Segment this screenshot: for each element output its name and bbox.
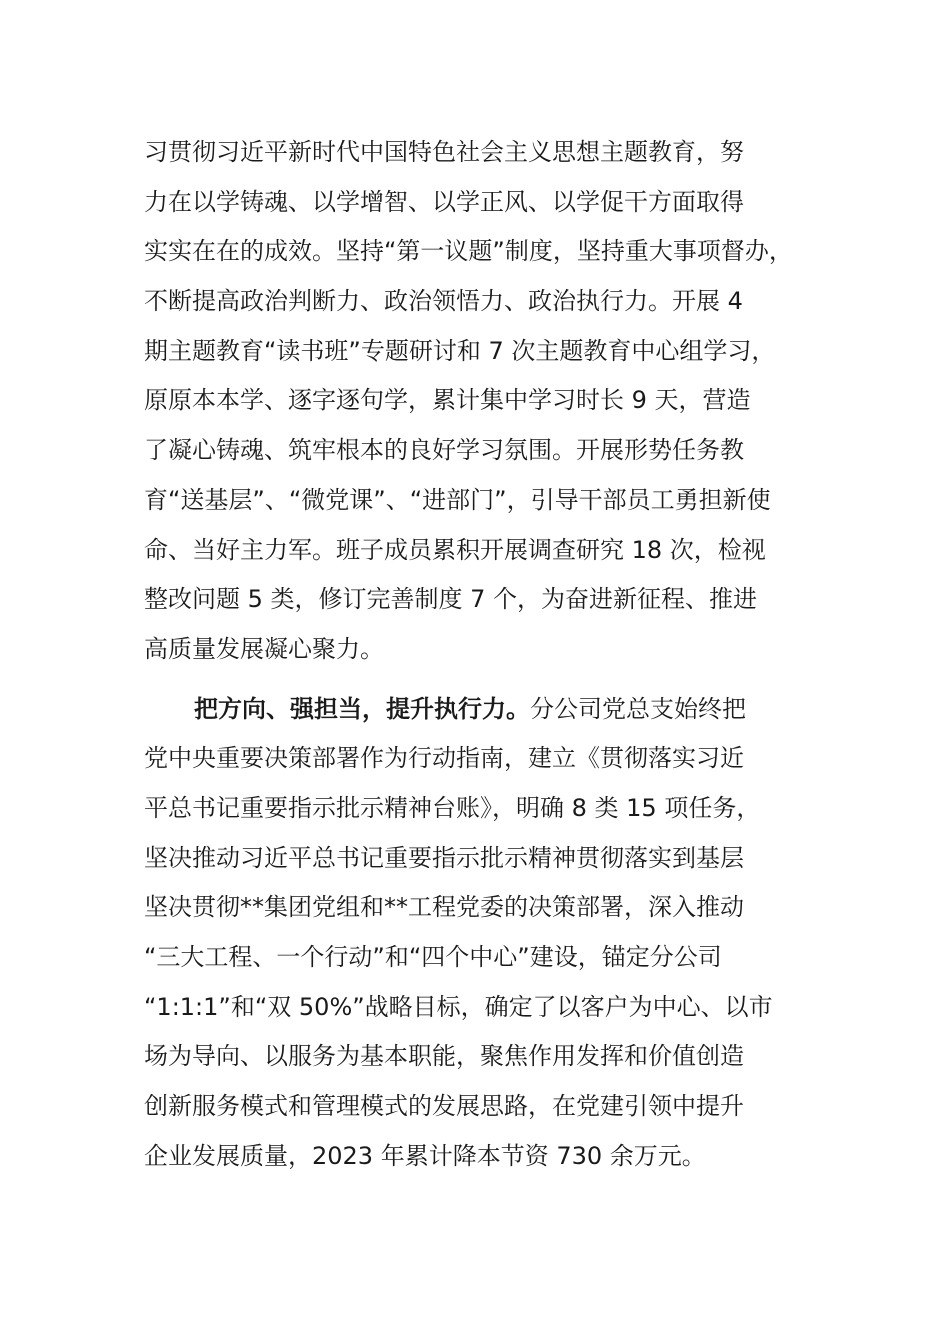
paragraph-heading-rest: 分公司党总支始终把 — [530, 694, 746, 723]
text-line: 党中央重要决策部署作为行动指南，建立《贯彻落实习近 — [144, 744, 744, 773]
text-line: 整改问题 5 类，修订完善制度 7 个，为奋进新征程、推进 — [144, 585, 758, 614]
text-line: 坚决贯彻**集团党组和**工程党委的决策部署，深入推动 — [144, 893, 744, 922]
text-line: 了凝心铸魂、筑牢根本的良好学习氛围。开展形势任务教 — [144, 436, 744, 465]
text-line: 育“送基层”、“微党课”、“进部门”，引导干部员工勇担新使 — [144, 485, 771, 514]
text-line: 期主题教育“读书班”专题研讨和 7 次主题教育中心组学习， — [144, 336, 776, 365]
text-line: “1:1:1”和“双 50%”战略目标，确定了以客户为中心、以市 — [144, 992, 773, 1021]
text-line: “三大工程、一个行动”和“四个中心”建设，锚定分公司 — [144, 943, 722, 971]
text-line: 力在以学铸魂、以学增智、以学正风、以学促干方面取得 — [144, 187, 744, 216]
text-line: 实实在在的成效。坚持“第一议题”制度，坚持重大事项督办， — [144, 237, 793, 266]
text-line: 坚决推动习近平总书记重要指示批示精神贯彻落实到基层 — [144, 843, 744, 872]
paragraph-spacer — [144, 675, 834, 685]
paragraph-1 — [144, 128, 834, 675]
text-line-first — [144, 685, 834, 735]
text-line: 原原本本学、逐字逐句学，累计集中学习时长 9 天，营造 — [144, 386, 751, 415]
paragraph-2 — [144, 685, 834, 1182]
document-body — [144, 128, 834, 1181]
paragraph-heading: 把方向、强担当，提升执行力。 — [194, 694, 530, 723]
text-line: 企业发展质量，2023 年累计降本节资 730 余万元。 — [144, 1141, 706, 1170]
text-line: 场为导向、以服务为基本职能，聚焦作用发挥和价值创造 — [144, 1042, 744, 1071]
text-line: 不断提高政治判断力、政治领悟力、政治执行力。开展 4 — [144, 287, 743, 316]
text-line: 命、当好主力军。班子成员累积开展调查研究 18 次，检视 — [144, 535, 766, 564]
text-line: 习贯彻习近平新时代中国特色社会主义思想主题教育，努 — [144, 138, 744, 166]
text-line: 创新服务模式和管理模式的发展思路，在党建引领中提升 — [144, 1092, 744, 1121]
text-line: 高质量发展凝心聚力。 — [144, 634, 384, 663]
text-line: 平总书记重要指示批示精神台账》，明确 8 类 15 项任务， — [144, 793, 761, 822]
